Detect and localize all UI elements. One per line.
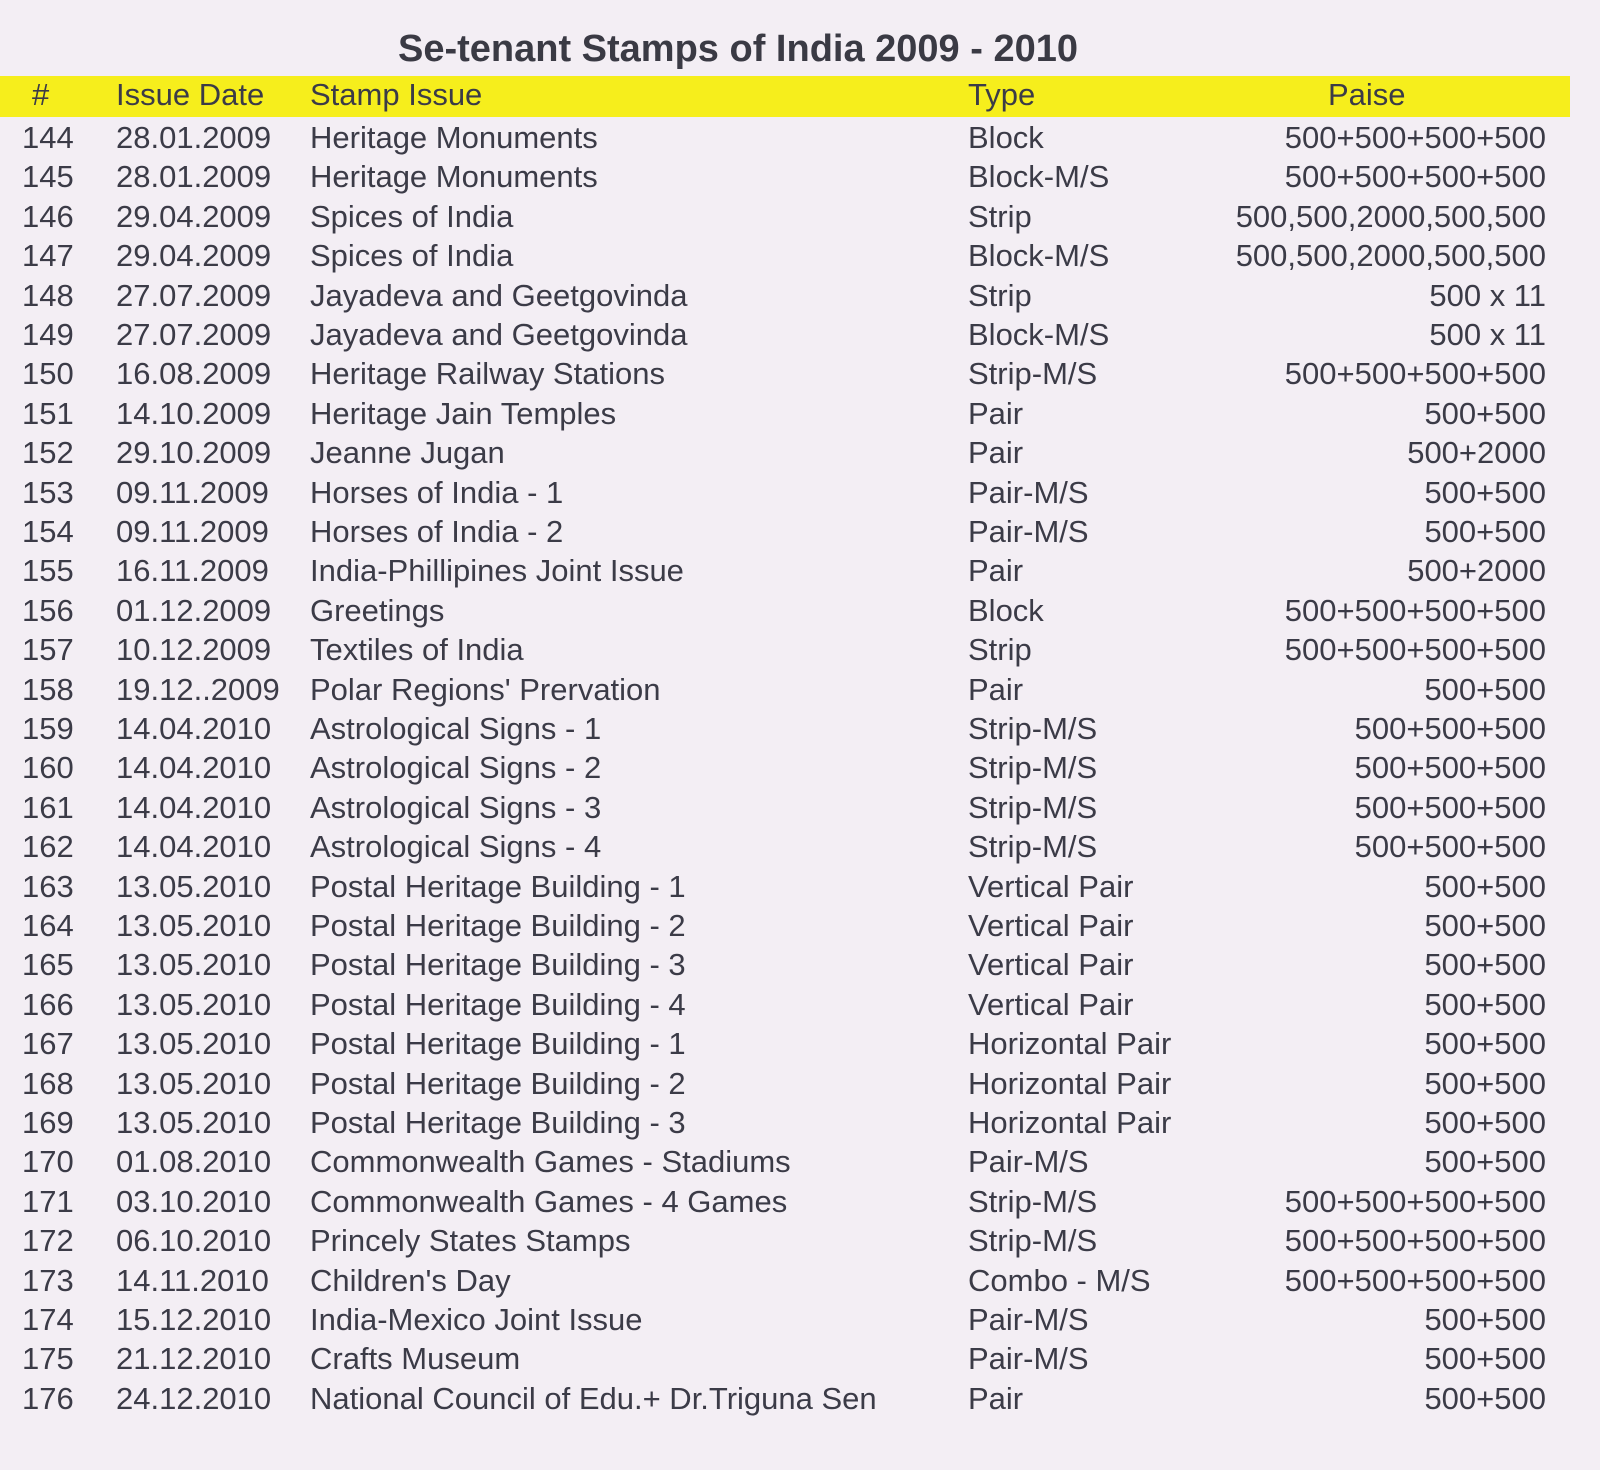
header-stamp-issue: Stamp Issue — [310, 77, 483, 112]
row-stamp-issue: Postal Heritage Building - 2 — [310, 1065, 686, 1101]
row-type: Block-M/S — [968, 159, 1110, 195]
row-number: 169 — [22, 1105, 74, 1140]
row-stamp-issue: Postal Heritage Building - 3 — [310, 947, 686, 983]
row-paise: 500+500+500 — [1354, 789, 1546, 825]
row-type: Block — [968, 120, 1044, 155]
row-paise: 500+500 — [1424, 1380, 1546, 1416]
table-row — [0, 354, 1570, 393]
row-paise: 500+500 — [1424, 1341, 1546, 1377]
row-stamp-issue: Heritage Monuments — [310, 120, 598, 155]
row-issue-date: 13.05.2010 — [116, 868, 272, 904]
row-paise: 500+500 — [1424, 908, 1546, 943]
row-stamp-issue: Polar Regions' Prervation — [310, 671, 661, 707]
row-issue-date: 13.05.2010 — [116, 1105, 272, 1140]
row-paise: 500+500 — [1424, 514, 1546, 549]
row-number: 174 — [22, 1302, 74, 1337]
row-issue-date: 13.05.2010 — [116, 947, 272, 983]
row-number: 162 — [22, 829, 74, 865]
table-row — [0, 1182, 1570, 1221]
row-number: 153 — [22, 474, 74, 510]
row-issue-date: 13.05.2010 — [116, 1026, 272, 1062]
row-paise: 500+500 — [1424, 868, 1546, 904]
row-type: Pair — [968, 553, 1024, 589]
row-number: 154 — [22, 514, 74, 549]
row-paise: 500+500+500+500 — [1284, 632, 1546, 668]
row-type: Strip-M/S — [968, 1183, 1098, 1219]
page-title: Se-tenant Stamps of India 2009 - 2010 — [397, 28, 1078, 70]
row-number: 156 — [22, 592, 74, 628]
row-type: Strip-M/S — [968, 1223, 1098, 1259]
row-type: Pair — [968, 395, 1024, 431]
table-row — [0, 276, 1570, 315]
table-row — [0, 748, 1570, 787]
row-number: 176 — [22, 1380, 74, 1416]
row-number: 171 — [22, 1183, 74, 1219]
row-issue-date: 15.12.2010 — [116, 1302, 272, 1337]
table-row — [0, 512, 1570, 551]
row-type: Vertical Pair — [968, 908, 1134, 943]
row-type: Strip — [968, 277, 1032, 313]
row-paise: 500+500+500 — [1354, 750, 1546, 786]
row-paise: 500+500+500+500 — [1284, 356, 1546, 392]
row-issue-date: 28.01.2009 — [116, 120, 272, 155]
row-number: 166 — [22, 986, 74, 1022]
row-type: Strip-M/S — [968, 356, 1098, 392]
row-paise: 500+500+500 — [1354, 711, 1546, 746]
table-row — [0, 985, 1570, 1024]
table-row — [0, 827, 1570, 866]
row-type: Strip-M/S — [968, 789, 1098, 825]
row-paise: 500+500+500+500 — [1284, 1183, 1546, 1219]
row-issue-date: 13.05.2010 — [116, 1065, 272, 1101]
row-number: 173 — [22, 1262, 74, 1298]
row-issue-date: 24.12.2010 — [116, 1380, 272, 1416]
row-stamp-issue: Textiles of India — [310, 632, 524, 668]
table-row — [0, 1142, 1570, 1181]
row-type: Pair — [968, 671, 1024, 707]
row-number: 147 — [22, 238, 74, 274]
row-stamp-issue: Astrological Signs - 3 — [310, 789, 602, 825]
row-type: Strip-M/S — [968, 711, 1098, 746]
row-number: 144 — [22, 120, 74, 155]
row-number: 172 — [22, 1223, 74, 1259]
table-row — [0, 1221, 1570, 1260]
row-issue-date: 14.11.2010 — [116, 1262, 269, 1298]
row-number: 157 — [22, 632, 74, 668]
row-paise: 500+500+500+500 — [1284, 592, 1546, 628]
row-stamp-issue: Postal Heritage Building - 1 — [310, 1026, 686, 1062]
row-issue-date: 21.12.2010 — [116, 1341, 272, 1377]
row-stamp-issue: Postal Heritage Building - 3 — [310, 1105, 686, 1140]
table-row — [0, 630, 1570, 669]
row-number: 148 — [22, 277, 74, 313]
row-stamp-issue: Heritage Railway Stations — [310, 356, 665, 392]
header-type: Type — [968, 77, 1036, 112]
row-stamp-issue: Postal Heritage Building - 1 — [310, 868, 686, 904]
row-paise: 500+500 — [1424, 1144, 1546, 1180]
row-issue-date: 06.10.2010 — [116, 1223, 272, 1259]
row-type: Pair-M/S — [968, 1144, 1089, 1180]
table-row — [0, 709, 1570, 748]
row-number: 159 — [22, 711, 74, 746]
row-stamp-issue: Astrological Signs - 4 — [310, 829, 602, 865]
row-type: Strip-M/S — [968, 750, 1098, 786]
row-type: Combo - M/S — [968, 1262, 1151, 1298]
row-issue-date: 16.08.2009 — [116, 356, 272, 392]
row-stamp-issue: India-Phillipines Joint Issue — [310, 553, 684, 589]
row-number: 158 — [22, 671, 74, 707]
row-stamp-issue: Postal Heritage Building - 4 — [310, 986, 686, 1022]
table-row — [0, 433, 1570, 472]
row-paise: 500+500 — [1424, 395, 1546, 431]
table-row — [0, 867, 1570, 906]
row-stamp-issue: Commonwealth Games - Stadiums — [310, 1144, 791, 1180]
table-row — [0, 197, 1570, 236]
row-issue-date: 14.10.2009 — [116, 395, 272, 431]
row-number: 145 — [22, 159, 74, 195]
table-row — [0, 1379, 1570, 1418]
row-stamp-issue: Horses of India - 1 — [310, 474, 564, 510]
row-paise: 500+500 — [1424, 671, 1546, 707]
row-issue-date: 27.07.2009 — [116, 277, 272, 313]
row-paise: 500+500 — [1424, 986, 1546, 1022]
table-row — [0, 236, 1570, 275]
row-number: 170 — [22, 1144, 74, 1180]
row-type: Horizontal Pair — [968, 1065, 1172, 1101]
row-issue-date: 14.04.2010 — [116, 789, 272, 825]
row-type: Pair-M/S — [968, 474, 1089, 510]
table-row — [0, 945, 1570, 984]
row-type: Horizontal Pair — [968, 1105, 1172, 1140]
row-paise: 500+500 — [1424, 1065, 1546, 1101]
row-issue-date: 29.04.2009 — [116, 238, 272, 274]
row-type: Block — [968, 592, 1044, 628]
row-paise: 500+500+500+500 — [1284, 159, 1546, 195]
header-paise: Paise — [1328, 77, 1406, 112]
row-type: Pair-M/S — [968, 1302, 1089, 1337]
row-paise: 500 x 11 — [1429, 277, 1546, 313]
row-paise: 500+500+500+500 — [1284, 120, 1546, 155]
row-stamp-issue: Princely States Stamps — [310, 1223, 631, 1259]
table-row — [0, 315, 1570, 354]
row-type: Strip — [968, 632, 1032, 668]
row-issue-date: 29.10.2009 — [116, 435, 272, 471]
row-paise: 500+500 — [1424, 947, 1546, 983]
row-paise: 500 x 11 — [1429, 317, 1546, 352]
table-row — [0, 118, 1570, 157]
row-type: Vertical Pair — [968, 868, 1134, 904]
row-number: 149 — [22, 317, 74, 352]
row-issue-date: 01.08.2010 — [116, 1144, 272, 1180]
row-number: 146 — [22, 198, 74, 234]
table-row — [0, 157, 1570, 196]
row-paise: 500+500 — [1424, 1026, 1546, 1062]
row-type: Pair-M/S — [968, 1341, 1089, 1377]
row-paise: 500,500,2000,500,500 — [1235, 198, 1546, 234]
table-row — [0, 1261, 1570, 1300]
table-row — [0, 394, 1570, 433]
row-stamp-issue: Commonwealth Games - 4 Games — [310, 1183, 788, 1219]
row-type: Block-M/S — [968, 238, 1110, 274]
row-stamp-issue: National Council of Edu.+ Dr.Triguna Sen — [310, 1380, 877, 1416]
row-number: 161 — [22, 789, 74, 825]
row-number: 167 — [22, 1026, 74, 1062]
row-stamp-issue: Horses of India - 2 — [310, 514, 564, 549]
row-type: Pair-M/S — [968, 514, 1089, 549]
row-stamp-issue: Jayadeva and Geetgovinda — [310, 277, 688, 313]
row-type: Vertical Pair — [968, 986, 1134, 1022]
row-stamp-issue: Astrological Signs - 2 — [310, 750, 602, 786]
row-issue-date: 27.07.2009 — [116, 317, 272, 352]
table-row — [0, 906, 1570, 945]
row-stamp-issue: Heritage Jain Temples — [310, 395, 617, 431]
row-number: 150 — [22, 356, 74, 392]
row-stamp-issue: Children's Day — [310, 1262, 511, 1298]
row-number: 163 — [22, 868, 74, 904]
row-number: 152 — [22, 435, 74, 471]
row-issue-date: 13.05.2010 — [116, 908, 272, 943]
table-row — [0, 1103, 1570, 1142]
row-paise: 500+2000 — [1407, 435, 1546, 471]
row-issue-date: 03.10.2010 — [116, 1183, 272, 1219]
table-row — [0, 1024, 1570, 1063]
row-issue-date: 29.04.2009 — [116, 198, 272, 234]
row-number: 168 — [22, 1065, 74, 1101]
row-stamp-issue: Heritage Monuments — [310, 159, 598, 195]
row-type: Vertical Pair — [968, 947, 1134, 983]
table-row — [0, 591, 1570, 630]
row-issue-date: 10.12.2009 — [116, 632, 272, 668]
table-row — [0, 788, 1570, 827]
table-row — [0, 1064, 1570, 1103]
table-row — [0, 1300, 1570, 1339]
row-stamp-issue: Greetings — [310, 592, 445, 628]
row-number: 160 — [22, 750, 74, 786]
header-number: # — [32, 77, 50, 112]
row-stamp-issue: Crafts Museum — [310, 1341, 521, 1377]
row-stamp-issue: Astrological Signs - 1 — [310, 711, 602, 746]
header-issue-date: Issue Date — [116, 77, 265, 112]
row-paise: 500+500 — [1424, 1105, 1546, 1140]
row-number: 151 — [22, 395, 74, 431]
row-type: Horizontal Pair — [968, 1026, 1172, 1062]
row-paise: 500+2000 — [1407, 553, 1546, 589]
row-issue-date: 09.11.2009 — [116, 514, 269, 549]
table-row — [0, 551, 1570, 590]
row-paise: 500,500,2000,500,500 — [1235, 238, 1546, 274]
row-number: 165 — [22, 947, 74, 983]
row-paise: 500+500 — [1424, 1302, 1546, 1337]
row-type: Strip — [968, 198, 1032, 234]
table-row — [0, 473, 1570, 512]
table-row — [0, 670, 1570, 709]
row-issue-date: 14.04.2010 — [116, 711, 272, 746]
row-paise: 500+500+500+500 — [1284, 1223, 1546, 1259]
row-type: Pair — [968, 1380, 1024, 1416]
table-row — [0, 1339, 1570, 1378]
row-paise: 500+500 — [1424, 474, 1546, 510]
row-stamp-issue: Spices of India — [310, 198, 514, 234]
row-issue-date: 28.01.2009 — [116, 159, 272, 195]
row-type: Strip-M/S — [968, 829, 1098, 865]
row-stamp-issue: Jeanne Jugan — [310, 435, 505, 471]
row-issue-date: 01.12.2009 — [116, 592, 272, 628]
row-type: Block-M/S — [968, 317, 1110, 352]
row-issue-date: 16.11.2009 — [116, 553, 269, 589]
row-type: Pair — [968, 435, 1024, 471]
row-issue-date: 19.12..2009 — [116, 671, 280, 707]
row-stamp-issue: Jayadeva and Geetgovinda — [310, 317, 688, 352]
row-paise: 500+500+500 — [1354, 829, 1546, 865]
row-issue-date: 13.05.2010 — [116, 986, 272, 1022]
row-number: 175 — [22, 1341, 74, 1377]
row-issue-date: 09.11.2009 — [116, 474, 269, 510]
row-stamp-issue: India-Mexico Joint Issue — [310, 1302, 643, 1337]
row-number: 155 — [22, 553, 74, 589]
row-paise: 500+500+500+500 — [1284, 1262, 1546, 1298]
table-header — [0, 76, 1570, 117]
row-issue-date: 14.04.2010 — [116, 750, 272, 786]
row-stamp-issue: Spices of India — [310, 238, 514, 274]
row-issue-date: 14.04.2010 — [116, 829, 272, 865]
row-number: 164 — [22, 908, 74, 943]
row-stamp-issue: Postal Heritage Building - 2 — [310, 908, 686, 943]
